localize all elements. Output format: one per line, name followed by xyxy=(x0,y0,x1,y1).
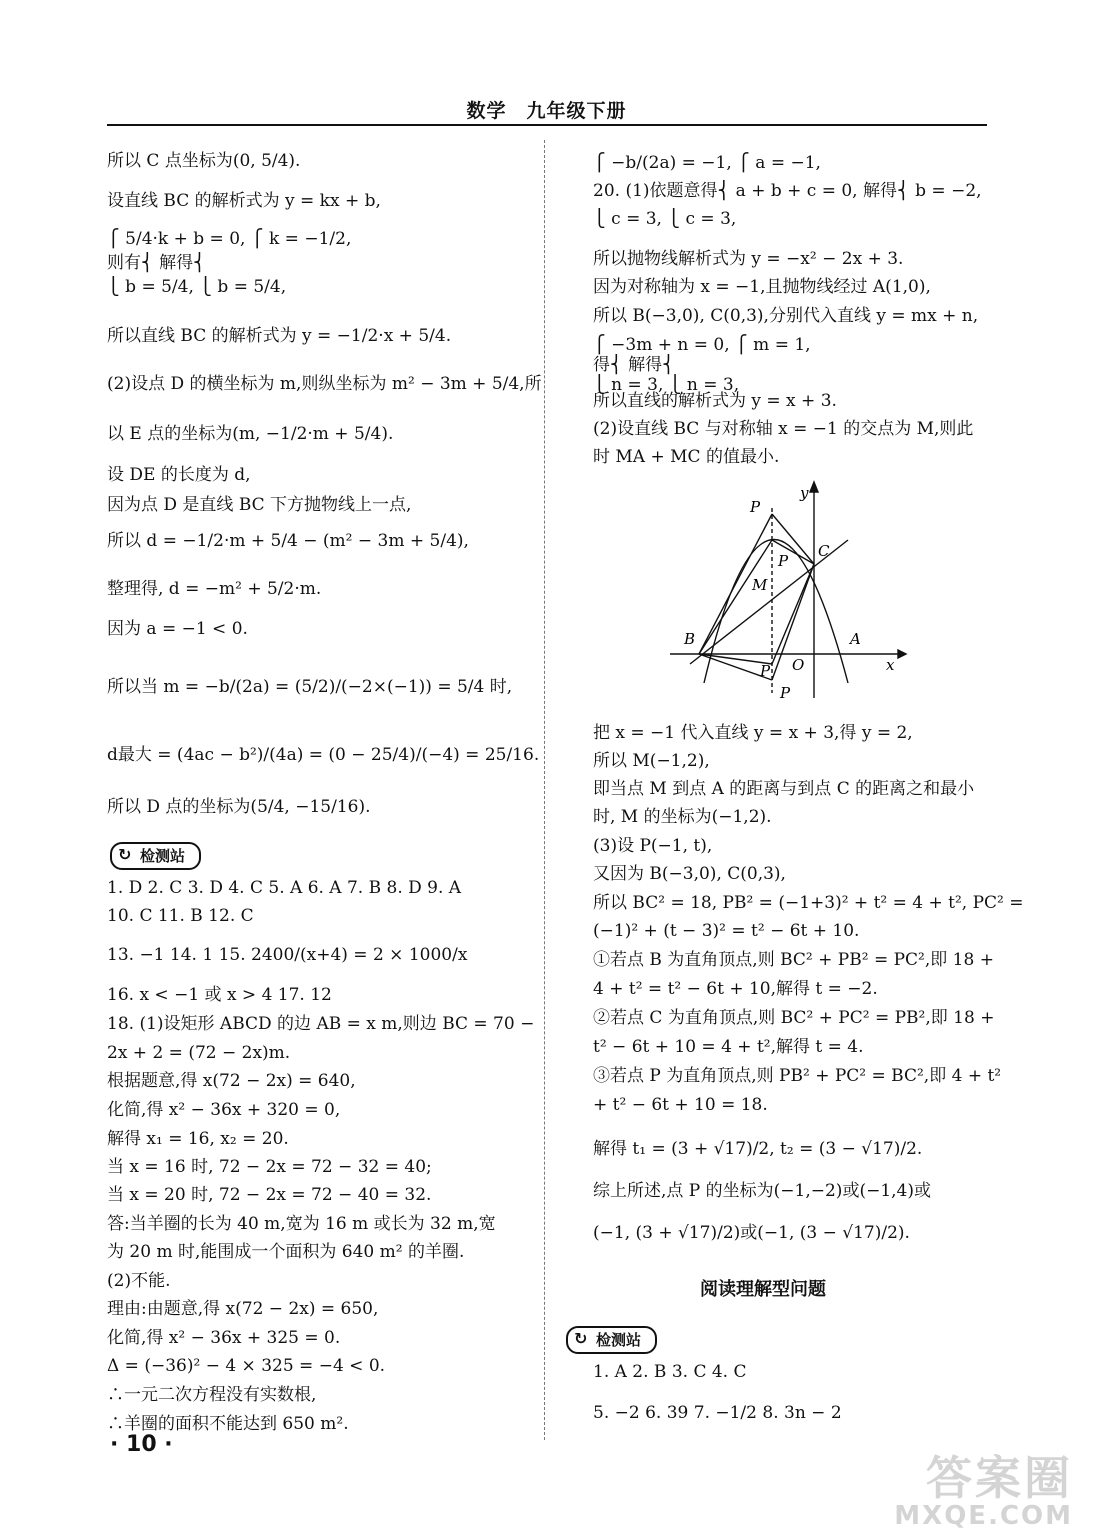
left-text-line: 当 x = 20 时, 72 − 2x = 72 − 40 = 32. xyxy=(107,1185,432,1205)
left-text-line: (2)设点 D 的横坐标为 m,则纵坐标为 m² − 3m + 5/4,所 xyxy=(107,374,542,394)
label-m: M xyxy=(752,576,768,594)
right-text-line: 时, M 的坐标为(−1,2). xyxy=(593,807,772,827)
label-c: C xyxy=(818,542,830,560)
right-text-line: ①若点 B 为直角顶点,则 BC² + PB² = PC²,即 18 + xyxy=(593,950,994,970)
right-text-line: (−1)² + (t − 3)² = t² − 6t + 10. xyxy=(593,921,860,941)
right-text-line: 所以 M(−1,2), xyxy=(593,751,710,771)
column-divider xyxy=(544,140,545,1440)
label-x: x xyxy=(886,656,895,674)
left-text-line: Δ = (−36)² − 4 × 325 = −4 < 0. xyxy=(107,1356,386,1376)
right-text-line: ⎧ −3m + n = 0, ⎧ m = 1, xyxy=(593,335,811,355)
left-text-line: 2x + 2 = (72 − 2x)m. xyxy=(107,1043,291,1063)
right-text-line: ⎩ n = 3, ⎩ n = 3, xyxy=(593,375,740,395)
left-text-line: 所以 C 点坐标为(0, 5/4). xyxy=(107,151,301,171)
right-text-line: 得⎨ 解得⎨ xyxy=(593,355,675,375)
label-p-mid: P xyxy=(778,552,789,570)
label-p-top: P xyxy=(750,498,761,516)
left-text-line: 因为点 D 是直线 BC 下方抛物线上一点, xyxy=(107,495,412,515)
left-text-line: 所以 D 点的坐标为(5/4, −15/16). xyxy=(107,797,371,817)
right-text-line: 20. (1)依题意得⎨ a + b + c = 0, 解得⎨ b = −2, xyxy=(593,181,982,201)
right-text-line: 即当点 M 到点 A 的距离与到点 C 的距离之和最小 xyxy=(593,779,975,799)
left-text-line: ⎩ b = 5/4, ⎩ b = 5/4, xyxy=(107,277,287,297)
left-text-line: ∴一元二次方程没有实数根, xyxy=(107,1385,317,1405)
seg-plow-c xyxy=(772,564,814,664)
left-text-line: 答:当羊圈的长为 40 m,宽为 16 m 或长为 32 m,宽 xyxy=(107,1214,496,1234)
right-text-line: 4 + t² = t² − 6t + 10,解得 t = −2. xyxy=(593,979,878,999)
right-text-line: t² − 6t + 10 = 4 + t²,解得 t = 4. xyxy=(593,1037,864,1057)
left-text-line: 设直线 BC 的解析式为 y = kx + b, xyxy=(107,191,381,211)
left-text-line: ∴羊圈的面积不能达到 650 m². xyxy=(107,1414,349,1434)
right-text-line: (3)设 P(−1, t), xyxy=(593,836,713,856)
right-text-line: 解得 t₁ = (3 + √17)/2, t₂ = (3 − √17)/2. xyxy=(593,1139,923,1159)
right-text-line: 所以 BC² = 18, PB² = (−1+3)² + t² = 4 + t², PC² = xyxy=(593,893,1024,913)
header-rule xyxy=(107,124,987,126)
check-station-badge-2: ↻ 检测站 xyxy=(566,1326,657,1354)
right-text-line: 又因为 B(−3,0), C(0,3), xyxy=(593,864,786,884)
x-axis-arrow xyxy=(898,650,906,658)
left-text-line: 1. D 2. C 3. D 4. C 5. A 6. A 7. B 8. D 9. A xyxy=(107,878,462,898)
page-number: · 10 · xyxy=(110,1432,173,1457)
watermark xyxy=(894,1451,1073,1531)
right-text-line: 所以抛物线解析式为 y = −x² − 2x + 3. xyxy=(593,249,904,269)
label-b: B xyxy=(684,630,696,648)
left-text-line: 以 E 点的坐标为(m, −1/2·m + 5/4). xyxy=(107,424,394,444)
left-text-line: 所以 d = −1/2·m + 5/4 − (m² − 3m + 5/4), xyxy=(107,531,469,551)
seg-b-pmid xyxy=(699,540,772,654)
left-text-line: 则有⎨ 解得⎨ xyxy=(107,253,206,273)
section-title: 阅读理解型问题 xyxy=(700,1279,826,1300)
right-text-line: + t² − 6t + 10 = 18. xyxy=(593,1095,768,1115)
right-text-line: 时 MA + MC 的值最小. xyxy=(593,447,780,467)
left-text-line: 所以直线 BC 的解析式为 y = −1/2·x + 5/4. xyxy=(107,326,452,346)
left-text-line: 10. C 11. B 12. C xyxy=(107,906,254,926)
left-text-line: 为 20 m 时,能围成一个面积为 640 m² 的羊圈. xyxy=(107,1242,465,1262)
right-text-line: 把 x = −1 代入直线 y = x + 3,得 y = 2, xyxy=(593,723,913,743)
right-text-line: 1. A 2. B 3. C 4. C xyxy=(593,1362,747,1382)
left-text-line: (2)不能. xyxy=(107,1271,171,1291)
label-a: A xyxy=(850,630,861,648)
label-y: y xyxy=(800,484,809,502)
left-text-line: 整理得, d = −m² + 5/2·m. xyxy=(107,579,322,599)
left-text-line: d最大 = (4ac − b²)/(4a) = (0 − 25/4)/(−4) = 25/16. xyxy=(107,745,540,765)
right-text-line: (−1, (3 + √17)/2)或(−1, (3 − √17)/2). xyxy=(593,1223,910,1243)
left-text-line: 根据题意,得 x(72 − 2x) = 640, xyxy=(107,1071,356,1091)
right-text-line: ③若点 P 为直角顶点,则 PB² + PC² = BC²,即 4 + t² xyxy=(593,1066,1002,1086)
y-axis-arrow xyxy=(810,482,818,492)
right-text-line: 所以直线的解析式为 y = x + 3. xyxy=(593,391,837,411)
label-p-low: P xyxy=(760,662,771,680)
left-text-line: 18. (1)设矩形 ABCD 的边 AB = x m,则边 BC = 70 − xyxy=(107,1014,535,1034)
left-text-line: 13. −1 14. 1 15. 2400/(x+4) = 2 × 1000/x xyxy=(107,945,468,965)
left-text-line: 化简,得 x² − 36x + 325 = 0. xyxy=(107,1328,341,1348)
watermark-url: MXQE.COM xyxy=(894,1501,1073,1531)
left-text-line: 因为 a = −1 < 0. xyxy=(107,619,248,639)
right-text-line: (2)设直线 BC 与对称轴 x = −1 的交点为 M,则此 xyxy=(593,419,974,439)
left-text-line: ⎧ 5/4·k + b = 0, ⎧ k = −1/2, xyxy=(107,229,352,249)
right-text-line: 所以 B(−3,0), C(0,3),分别代入直线 y = mx + n, xyxy=(593,306,979,326)
label-p-bottom: P xyxy=(780,684,791,702)
left-text-line: 所以当 m = −b/(2a) = (5/2)/(−2×(−1)) = 5/4 时, xyxy=(107,677,513,697)
right-text-line: ⎩ c = 3, ⎩ c = 3, xyxy=(593,209,737,229)
left-text-line: 16. x < −1 或 x > 4 17. 12 xyxy=(107,985,332,1005)
left-text-line: 理由:由题意,得 x(72 − 2x) = 650, xyxy=(107,1299,379,1319)
check-station-badge: ↻ 检测站 xyxy=(110,842,201,870)
right-text-line: 因为对称轴为 x = −1,且抛物线经过 A(1,0), xyxy=(593,277,931,297)
parabola-figure xyxy=(668,478,908,710)
left-text-line: 设 DE 的长度为 d, xyxy=(107,465,251,485)
left-text-line: 当 x = 16 时, 72 − 2x = 72 − 32 = 40; xyxy=(107,1157,432,1177)
right-text-line: ②若点 C 为直角顶点,则 BC² + PC² = PB²,即 18 + xyxy=(593,1008,995,1028)
right-text-line: 5. −2 6. 39 7. −1/2 8. 3n − 2 xyxy=(593,1403,842,1423)
watermark-logo-text: 答案圈 xyxy=(926,1451,1073,1505)
right-text-line: ⎧ −b/(2a) = −1, ⎧ a = −1, xyxy=(593,153,821,173)
right-text-line: 综上所述,点 P 的坐标为(−1,−2)或(−1,4)或 xyxy=(593,1181,931,1201)
label-o: O xyxy=(792,656,805,674)
left-text-line: 化简,得 x² − 36x + 320 = 0, xyxy=(107,1100,341,1120)
page-header: 数学 九年级下册 xyxy=(466,100,627,122)
left-text-line: 解得 x₁ = 16, x₂ = 20. xyxy=(107,1129,289,1149)
